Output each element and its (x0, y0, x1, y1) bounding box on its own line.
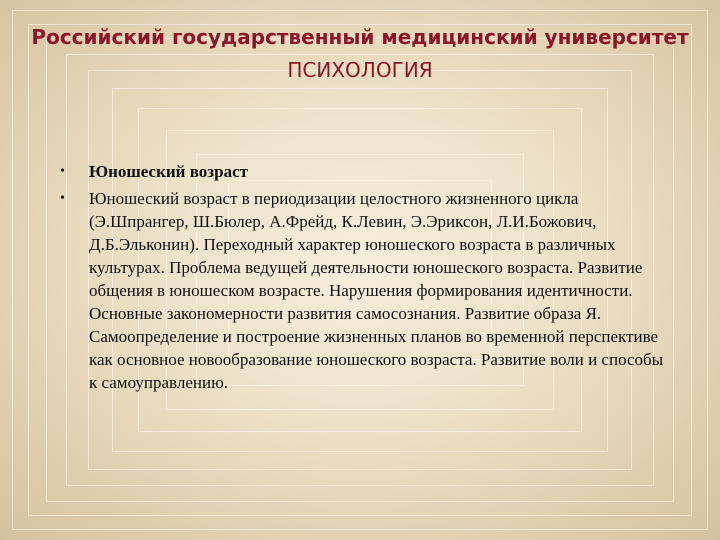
bullet-item-heading (60, 160, 668, 183)
bullet-marker: • (60, 164, 65, 179)
bullet-description-text: Юношеский возраст в периодизации целостного жизненного цикла (Э.Шпрангер, Ш.Бюлер, А.Фрейд, К.Левин, Э.Эриксон, Л.И.Божович, Д.Б.Эльконин). Переходный характер юношеского возраста в различных культурах. Проблема ведущей деятельности юношеского возраста. Развитие общения в юношеском возрасте. Нарушения формирования идентичности. Основные закономерности развития самосознания. Развитие образа Я. Самоопределение и построение жизненных планов во временной перспективе как основное новообразование юношеского возраста. Развитие воли и способы к самоуправлению. (89, 189, 664, 392)
bullet-heading-text: Юношеский возраст (89, 162, 248, 181)
bullet-item-description (60, 187, 668, 394)
slide-title-subject: ПСИХОЛОГИЯ (287, 58, 433, 82)
bullet-marker: • (60, 191, 65, 206)
slide-title-university: Российский государственный медицинский университет (31, 25, 689, 49)
bullet-list (60, 160, 668, 398)
